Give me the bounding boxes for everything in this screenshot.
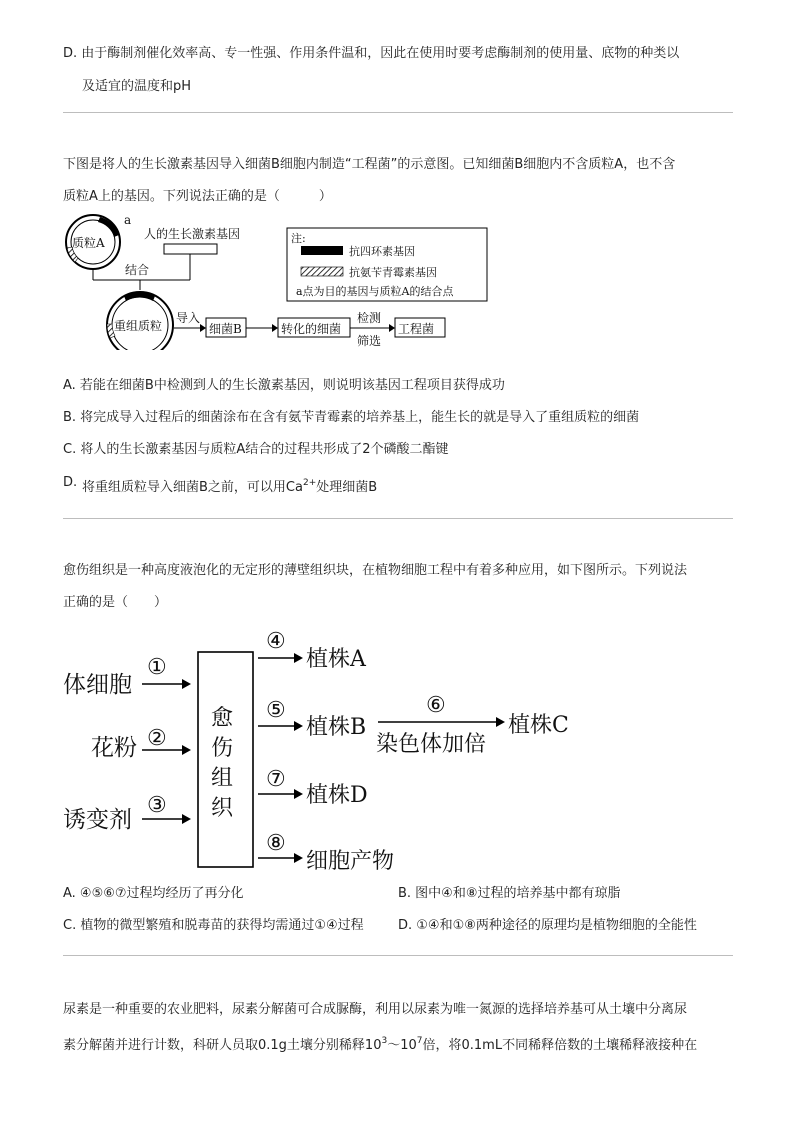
step-7: ⑦ (266, 767, 286, 792)
q1-stem-line2: 质粒A上的基因。下列说法正确的是（ ） (63, 189, 332, 204)
legend-title: 注: (291, 232, 306, 245)
q0-option-d-line2: 及适宜的温度和pH (82, 79, 192, 94)
chromosome-doubling: 染色体加倍 (376, 732, 487, 757)
q2-stem-line2: 正确的是（ ） (63, 595, 168, 610)
q2-option-c[interactable]: C. 植物的微型繁殖和脱毒苗的获得均需通过①④过程 (63, 918, 364, 933)
transformed-label: 转化的细菌 (281, 322, 342, 336)
plant-c: 植株C (508, 713, 569, 738)
legend-amp-swatch (301, 267, 343, 276)
source-mutagen: 诱变剂 (63, 807, 132, 833)
q1-plasmid-diagram (60, 210, 500, 350)
engineered-label: 工程菌 (398, 322, 435, 336)
import-label: 导入 (176, 311, 201, 325)
plant-b: 植株B (306, 715, 367, 740)
q1-option-d-letter[interactable]: D. (63, 475, 78, 490)
q1-option-d-text1: 将重组质粒导入细菌B之前，可以用Ca (82, 480, 303, 495)
q1-option-a[interactable]: A. 若能在细菌B中检测到人的生长激素基因，则说明该基因工程项目获得成功 (63, 378, 505, 393)
q3-line2-a: 素分解菌并进行计数，科研人员取0.1g土壤分别稀释10 (63, 1038, 382, 1053)
q3-line1: 尿素是一种重要的农业肥料，尿素分解菌可合成脲酶，利用以尿素为唯一氮源的选择培养基可从土壤中分离尿 (63, 1002, 688, 1017)
divider (63, 955, 733, 956)
callus-char-2: 伤 (211, 736, 234, 761)
q3-line2 (63, 1037, 697, 1055)
bacteria-b-label: 细菌B (209, 322, 242, 336)
q3-sup2: 7 (416, 1036, 423, 1046)
step-4: ④ (266, 629, 286, 654)
step-2: ② (147, 726, 167, 751)
q0-option-d-line1: D. 由于酶制剂催化效率高、专一性强、作用条件温和，因此在使用时要考虑酶制剂的使用量、底物的种类以 (63, 46, 680, 61)
step-1: ① (147, 655, 167, 680)
step-3: ③ (147, 793, 167, 818)
q2-option-a[interactable]: A. ④⑤⑥⑦过程均经历了再分化 (63, 886, 244, 901)
legend-site-label: a点为目的基因与质粒A的结合点 (296, 285, 454, 298)
source-pollen: 花粉 (91, 735, 137, 761)
legend-tet-label: 抗四环素基因 (349, 245, 415, 258)
q3-sup1: 3 (381, 1036, 388, 1046)
step-5: ⑤ (266, 698, 286, 723)
q1-option-d-sup: 2+ (302, 478, 317, 488)
screen-label: 筛选 (357, 334, 382, 348)
source-somatic: 体细胞 (63, 672, 132, 698)
site-a-label: a (124, 213, 132, 227)
plant-a: 植株A (306, 647, 366, 672)
callus-char-4: 织 (211, 796, 234, 821)
plant-d: 植株D (306, 783, 368, 808)
step-8: ⑧ (266, 831, 286, 856)
divider (63, 112, 733, 113)
gene-label: 人的生长激素基因 (144, 227, 241, 241)
gene-box (164, 244, 217, 254)
q2-stem-line1: 愈伤组织是一种高度液泡化的无定形的薄壁组织块，在植物细胞工程中有着多种应用，如下图所示。下列说法 (63, 563, 688, 578)
q1-option-d[interactable] (82, 479, 377, 497)
legend-amp-label: 抗氨苄青霉素基因 (349, 266, 437, 279)
callus-char-3: 组 (211, 766, 234, 791)
q1-option-d-text2: 处理细菌B (316, 480, 378, 495)
q1-option-c[interactable]: C. 将人的生长激素基因与质粒A结合的过程共形成了2个磷酸二酯键 (63, 442, 449, 457)
plasmid-a-label: 质粒A (72, 236, 105, 250)
q1-option-b[interactable]: B. 将完成导入过程后的细菌涂布在含有氨苄青霉素的培养基上，能生长的就是导入了重组质粒的细菌 (63, 410, 640, 425)
q3-line2-b: ～10 (387, 1038, 417, 1053)
cell-product: 细胞产物 (306, 849, 395, 874)
q2-option-d[interactable]: D. ①④和①⑧两种途径的原理均是植物细胞的全能性 (398, 918, 697, 933)
recombinant-label: 重组质粒 (114, 319, 163, 333)
step-6: ⑥ (426, 693, 446, 718)
q2-callus-diagram (60, 620, 600, 880)
callus-char-1: 愈 (211, 706, 234, 731)
q2-option-b[interactable]: B. 图中④和⑧过程的培养基中都有琼脂 (398, 886, 621, 901)
q3-line2-c: 倍，将0.1mL不同稀释倍数的土壤稀释液接种在 (422, 1038, 698, 1053)
q1-stem-line1: 下图是将人的生长激素基因导入细菌B细胞内制造“工程菌”的示意图。已知细菌B细胞内不含质粒A，也不含 (63, 157, 676, 172)
divider (63, 518, 733, 519)
detect-label: 检测 (357, 311, 382, 325)
legend-tet-swatch (301, 246, 343, 255)
combine-label: 结合 (125, 263, 150, 277)
